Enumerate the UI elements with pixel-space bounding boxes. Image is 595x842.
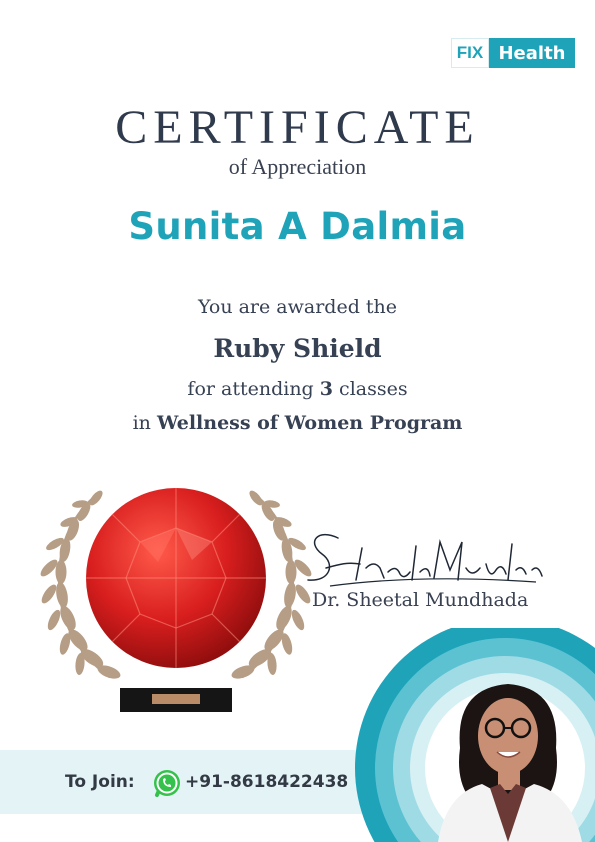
- phone-number[interactable]: +91-8618422438: [185, 772, 349, 792]
- recipient-name: Sunita A Dalmia: [128, 205, 467, 248]
- fixhealth-logo: [451, 38, 575, 68]
- signatory-name: Dr. Sheetal Mundhada: [312, 589, 529, 611]
- program-line: [0, 412, 595, 434]
- attendance-line: [0, 378, 595, 400]
- class-count: 3: [319, 378, 333, 400]
- logo-health-text: Health: [489, 38, 575, 68]
- join-label: To Join:: [65, 772, 135, 792]
- certificate-subtitle: of Appreciation: [228, 154, 367, 179]
- award-name: Ruby Shield: [213, 334, 382, 363]
- ruby-shield-award-icon: [40, 482, 312, 714]
- whatsapp-icon: [152, 768, 182, 798]
- doctor-portrait: [350, 628, 595, 842]
- awarded-line: You are awarded the: [197, 296, 398, 318]
- signature-icon: [300, 524, 550, 594]
- program-name: Wellness of Women Program: [156, 412, 463, 434]
- program-prefix: in: [132, 412, 151, 434]
- attending-suffix: classes: [339, 378, 408, 400]
- logo-fix-mark: FIX: [451, 38, 489, 68]
- attending-prefix: for attending: [187, 378, 314, 400]
- certificate-title: CERTIFICATE: [115, 101, 480, 154]
